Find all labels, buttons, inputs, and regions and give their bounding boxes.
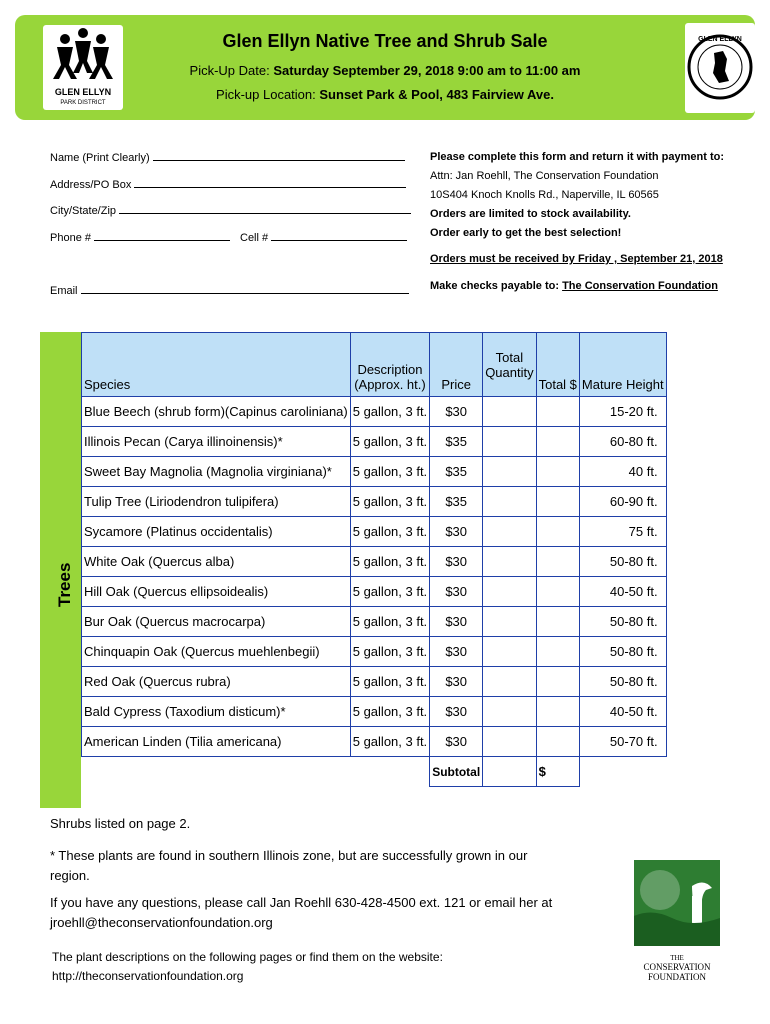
quantity-cell[interactable] bbox=[483, 667, 536, 697]
price-cell: $30 bbox=[430, 397, 483, 427]
total-cell[interactable] bbox=[536, 577, 579, 607]
total-cell[interactable] bbox=[536, 607, 579, 637]
description-cell: 5 gallon, 3 ft. bbox=[350, 487, 429, 517]
total-cell[interactable] bbox=[536, 487, 579, 517]
name-field[interactable]: Name (Print Clearly) bbox=[50, 151, 405, 164]
price-cell: $30 bbox=[430, 607, 483, 637]
quantity-cell[interactable] bbox=[483, 697, 536, 727]
subtotal-row bbox=[82, 757, 667, 787]
mature-height-cell: 50-80 ft. bbox=[579, 607, 666, 637]
price-cell: $30 bbox=[430, 667, 483, 697]
quantity-cell[interactable] bbox=[483, 727, 536, 757]
price-cell: $35 bbox=[430, 427, 483, 457]
quantity-cell[interactable] bbox=[483, 487, 536, 517]
description-cell: 5 gallon, 3 ft. bbox=[350, 397, 429, 427]
mature-height-cell: 50-70 ft. bbox=[579, 727, 666, 757]
mature-height-cell: 40-50 ft. bbox=[579, 577, 666, 607]
species-cell: Bur Oak (Quercus macrocarpa) bbox=[82, 607, 351, 637]
quantity-cell[interactable] bbox=[483, 397, 536, 427]
description-cell: 5 gallon, 3 ft. bbox=[350, 697, 429, 727]
southern-zone-note: * These plants are found in southern Illinois zone, but are successfully grown in our region. bbox=[50, 848, 528, 883]
subtotal-amount-cell[interactable]: $ bbox=[536, 757, 579, 787]
village-seal-icon bbox=[685, 23, 755, 113]
subtotal-label: Subtotal bbox=[430, 757, 483, 787]
species-cell: Chinquapin Oak (Quercus muehlenbegii) bbox=[82, 637, 351, 667]
attn-text: Attn: Jan Roehll, The Conservation Foundation bbox=[430, 170, 659, 182]
checks-payable: Make checks payable to: The Conservation Foundation bbox=[430, 280, 718, 292]
table-row bbox=[82, 577, 667, 607]
total-cell[interactable] bbox=[536, 697, 579, 727]
quantity-cell[interactable] bbox=[483, 547, 536, 577]
total-cell[interactable] bbox=[536, 517, 579, 547]
mature-height-cell: 40 ft. bbox=[579, 457, 666, 487]
price-cell: $30 bbox=[430, 517, 483, 547]
total-cell[interactable] bbox=[536, 637, 579, 667]
mature-height-cell: 60-80 ft. bbox=[579, 427, 666, 457]
subtotal-quantity-cell[interactable] bbox=[483, 757, 536, 787]
species-cell: Hill Oak (Quercus ellipsoidealis) bbox=[82, 577, 351, 607]
svg-text:PARK DISTRICT: PARK DISTRICT bbox=[60, 100, 106, 106]
species-cell: Blue Beech (shrub form)(Capinus caroliniana) bbox=[82, 397, 351, 427]
total-cell[interactable] bbox=[536, 667, 579, 697]
order-early-text: Order early to get the best selection! bbox=[430, 227, 622, 239]
total-cell[interactable] bbox=[536, 547, 579, 577]
trees-section-label: Trees bbox=[55, 562, 74, 607]
species-cell: Red Oak (Quercus rubra) bbox=[82, 667, 351, 697]
trees-section-band bbox=[40, 332, 81, 808]
col-header-species: Species bbox=[82, 333, 351, 397]
quantity-cell[interactable] bbox=[483, 577, 536, 607]
col-header-total: Total $ bbox=[536, 333, 579, 397]
price-cell: $30 bbox=[430, 727, 483, 757]
table-row bbox=[82, 637, 667, 667]
page-title: Glen Ellyn Native Tree and Shrub Sale bbox=[222, 31, 548, 51]
contact-note: If you have any questions, please call Jan Roehll 630-428-4500 ext. 121 or email her at jroehll@theconservationfoundation.org bbox=[50, 893, 552, 933]
deadline-text: Orders must be received by Friday , September 21, 2018 bbox=[430, 253, 723, 265]
quantity-cell[interactable] bbox=[483, 517, 536, 547]
website-note: The plant descriptions on the following pages or find them on the website: http://theconservationfoundation.org bbox=[52, 948, 443, 986]
description-cell: 5 gallon, 3 ft. bbox=[350, 607, 429, 637]
mature-height-cell: 15-20 ft. bbox=[579, 397, 666, 427]
price-cell: $35 bbox=[430, 487, 483, 517]
quantity-cell[interactable] bbox=[483, 457, 536, 487]
table-row bbox=[82, 427, 667, 457]
shrubs-note: Shrubs listed on page 2. bbox=[50, 816, 191, 831]
city-state-zip-field[interactable]: City/State/Zip bbox=[50, 204, 411, 217]
svg-text:THE: THE bbox=[670, 954, 684, 962]
mature-height-cell: 50-80 ft. bbox=[579, 637, 666, 667]
cell-field[interactable]: Cell # bbox=[240, 231, 407, 244]
species-cell: Tulip Tree (Liriodendron tulipifera) bbox=[82, 487, 351, 517]
description-cell: 5 gallon, 3 ft. bbox=[350, 517, 429, 547]
svg-text:FOUNDATION: FOUNDATION bbox=[648, 972, 706, 982]
species-cell: Bald Cypress (Taxodium disticum)* bbox=[82, 697, 351, 727]
table-row bbox=[82, 487, 667, 517]
price-cell: $30 bbox=[430, 637, 483, 667]
price-cell: $35 bbox=[430, 457, 483, 487]
col-header-description: Description (Approx. ht.) bbox=[350, 333, 429, 397]
quantity-cell[interactable] bbox=[483, 637, 536, 667]
species-cell: American Linden (Tilia americana) bbox=[82, 727, 351, 757]
col-header-mature-height: Mature Height bbox=[579, 333, 666, 397]
col-header-quantity: Total Quantity bbox=[483, 333, 536, 397]
mature-height-cell: 60-90 ft. bbox=[579, 487, 666, 517]
mailing-address-text: 10S404 Knoch Knolls Rd., Naperville, IL 60565 bbox=[430, 189, 659, 201]
species-cell: Illinois Pecan (Carya illinoinensis)* bbox=[82, 427, 351, 457]
price-cell: $30 bbox=[430, 547, 483, 577]
total-cell[interactable] bbox=[536, 427, 579, 457]
mature-height-cell: 75 ft. bbox=[579, 517, 666, 547]
price-cell: $30 bbox=[430, 577, 483, 607]
table-row bbox=[82, 607, 667, 637]
description-cell: 5 gallon, 3 ft. bbox=[350, 667, 429, 697]
quantity-cell[interactable] bbox=[483, 607, 536, 637]
table-row bbox=[82, 667, 667, 697]
stock-limit-text: Orders are limited to stock availability. bbox=[430, 208, 631, 220]
website-link[interactable]: http://theconservationfoundation.org bbox=[52, 969, 244, 983]
svg-text:GLEN ELLYN: GLEN ELLYN bbox=[698, 36, 742, 43]
table-row bbox=[82, 697, 667, 727]
table-row bbox=[82, 457, 667, 487]
col-header-price: Price bbox=[430, 333, 483, 397]
mature-height-cell: 50-80 ft. bbox=[579, 547, 666, 577]
description-cell: 5 gallon, 3 ft. bbox=[350, 577, 429, 607]
pickup-date: Pick-Up Date: Saturday September 29, 2018 9:00 am to 11:00 am bbox=[189, 63, 581, 78]
species-cell: Sycamore (Platinus occidentalis) bbox=[82, 517, 351, 547]
table-row bbox=[82, 397, 667, 427]
plant-order-table bbox=[81, 332, 667, 787]
heron-tree-logo-icon bbox=[632, 856, 722, 984]
species-cell: White Oak (Quercus alba) bbox=[82, 547, 351, 577]
table-row bbox=[82, 727, 667, 757]
header-banner bbox=[15, 15, 755, 120]
mature-height-cell: 50-80 ft. bbox=[579, 667, 666, 697]
glen-ellyn-village-seal bbox=[685, 23, 755, 113]
phone-field[interactable]: Phone # bbox=[50, 231, 230, 244]
svg-text:GLEN ELLYN: GLEN ELLYN bbox=[54, 87, 112, 97]
total-cell[interactable] bbox=[536, 457, 579, 487]
instructions-text: Please complete this form and return it with payment to: bbox=[430, 151, 724, 163]
conservation-foundation-logo bbox=[632, 856, 722, 984]
description-cell: 5 gallon, 3 ft. bbox=[350, 457, 429, 487]
mature-height-cell: 40-50 ft. bbox=[579, 697, 666, 727]
svg-text:CONSERVATION: CONSERVATION bbox=[643, 962, 711, 972]
table-header-row bbox=[82, 333, 667, 397]
contact-email-link[interactable]: jroehll@theconservationfoundation.org bbox=[50, 915, 273, 930]
description-cell: 5 gallon, 3 ft. bbox=[350, 637, 429, 667]
price-cell: $30 bbox=[430, 697, 483, 727]
table-row bbox=[82, 517, 667, 547]
email-field[interactable]: Email bbox=[50, 284, 409, 297]
pickup-location: Pick-up Location: Sunset Park & Pool, 483 Fairview Ave. bbox=[216, 87, 554, 102]
description-cell: 5 gallon, 3 ft. bbox=[350, 427, 429, 457]
species-cell: Sweet Bay Magnolia (Magnolia virginiana)* bbox=[82, 457, 351, 487]
total-cell[interactable] bbox=[536, 727, 579, 757]
total-cell[interactable] bbox=[536, 397, 579, 427]
address-field[interactable]: Address/PO Box bbox=[50, 178, 406, 191]
description-cell: 5 gallon, 3 ft. bbox=[350, 547, 429, 577]
description-cell: 5 gallon, 3 ft. bbox=[350, 727, 429, 757]
quantity-cell[interactable] bbox=[483, 427, 536, 457]
table-row bbox=[82, 547, 667, 577]
